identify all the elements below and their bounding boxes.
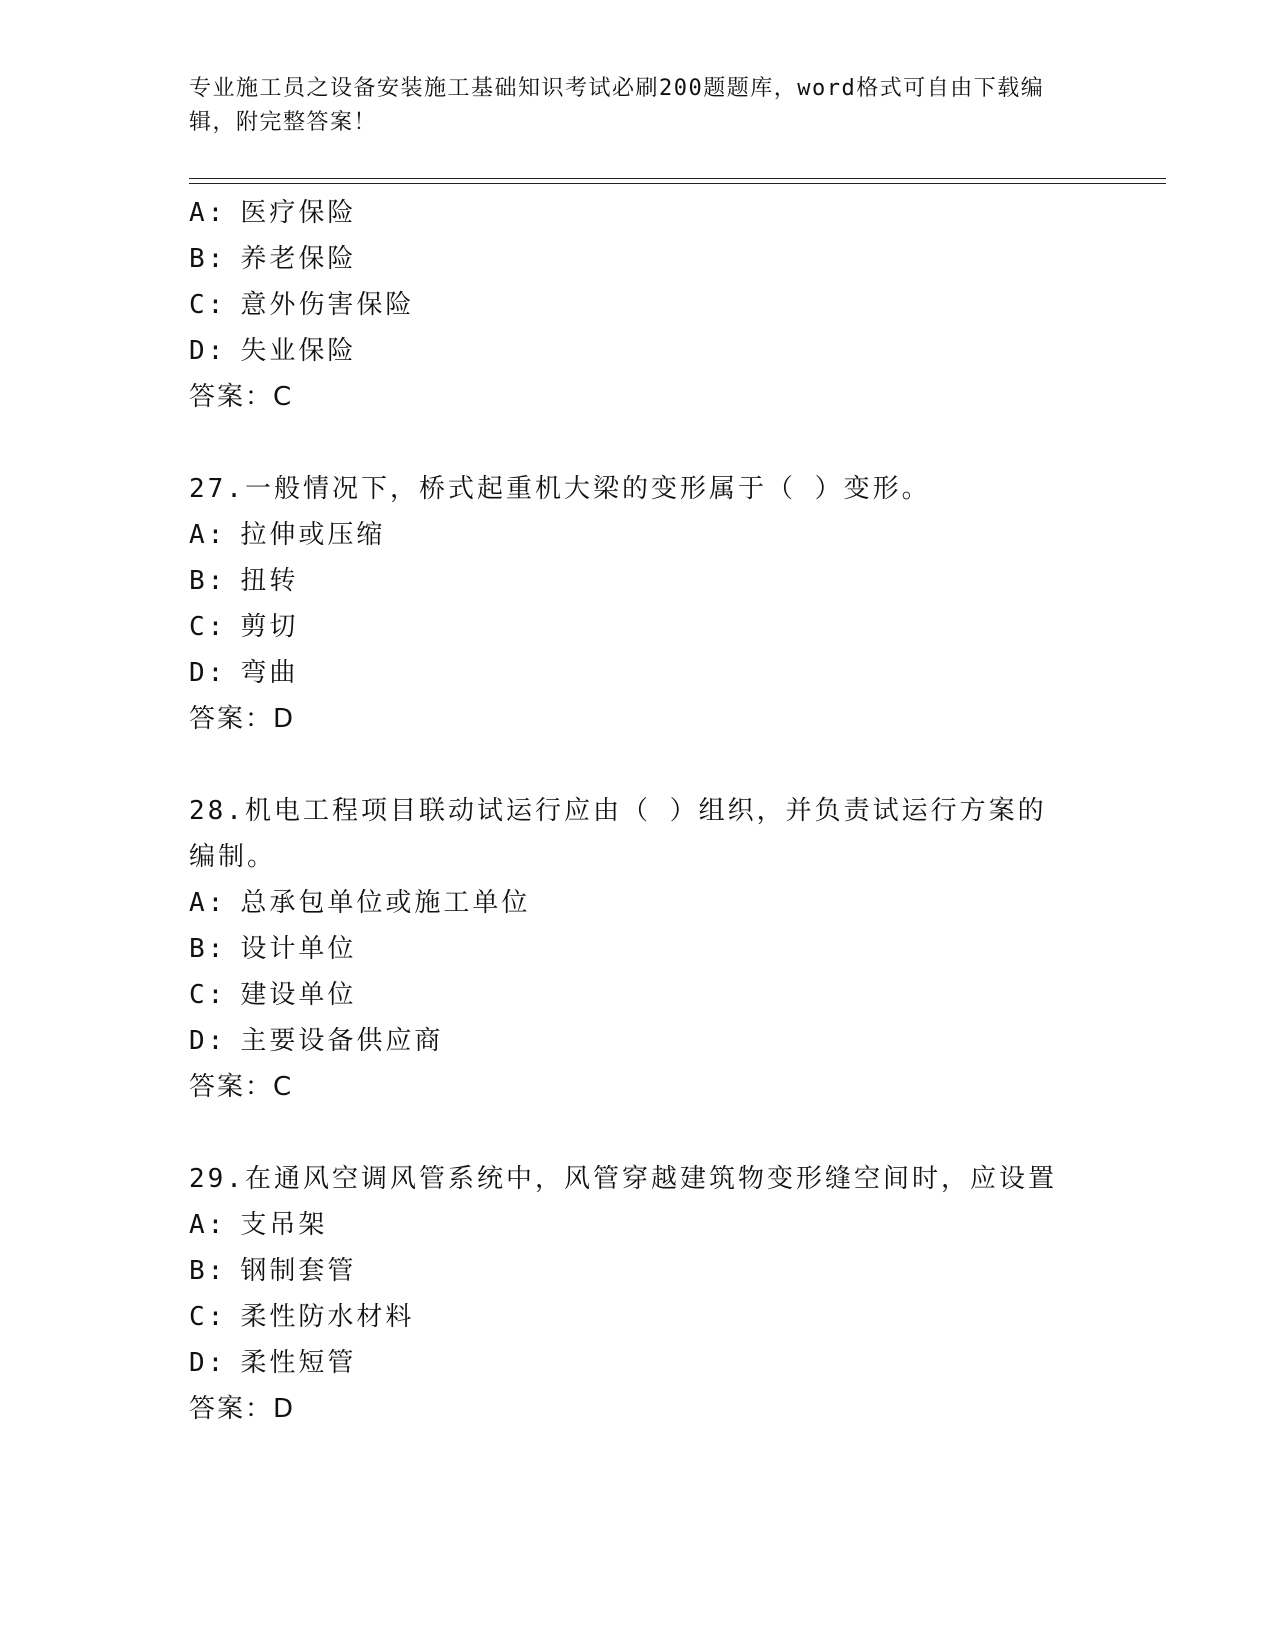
option-letter: D: <box>189 1348 227 1378</box>
answer-line: 答案：C <box>189 1072 294 1102</box>
option-text: 建设单位 <box>240 980 357 1010</box>
document-header-title: 专业施工员之设备安装施工基础知识考试必刷200题题库，word格式可自由下载编辑，附完整答案！ <box>189 76 1045 135</box>
option-letter: D: <box>189 1026 227 1056</box>
option-c <box>189 1294 1109 1340</box>
option-text: 柔性短管 <box>240 1348 357 1378</box>
option-letter: A: <box>189 888 227 918</box>
option-a <box>189 190 1109 236</box>
option-text: 总承包单位或施工单位 <box>240 888 531 918</box>
option-text: 弯曲 <box>240 658 299 688</box>
option-letter: A: <box>189 198 227 228</box>
option-letter: A: <box>189 520 227 550</box>
option-b <box>189 236 1109 282</box>
option-b <box>189 926 1109 972</box>
option-text: 钢制套管 <box>240 1256 357 1286</box>
question-stem: 29.在通风空调风管系统中，风管穿越建筑物变形缝空间时，应设置 <box>189 1164 1057 1194</box>
option-text: 养老保险 <box>240 244 357 274</box>
header-divider-top <box>189 178 1166 179</box>
spacer <box>189 1110 1109 1156</box>
question-stem: 27.一般情况下，桥式起重机大梁的变形属于（ ）变形。 <box>189 474 931 504</box>
option-letter: A: <box>189 1210 227 1240</box>
option-b <box>189 558 1109 604</box>
answer-line: 答案：D <box>189 704 296 734</box>
option-text: 剪切 <box>240 612 299 642</box>
option-text: 设计单位 <box>240 934 357 964</box>
option-letter: C: <box>189 290 227 320</box>
spacer <box>189 742 1109 788</box>
question-block-29 <box>189 1156 1109 1432</box>
option-text: 医疗保险 <box>240 198 357 228</box>
option-letter: C: <box>189 612 227 642</box>
option-text: 失业保险 <box>240 336 357 366</box>
question-block-28 <box>189 788 1109 1110</box>
option-letter: C: <box>189 1302 227 1332</box>
option-d <box>189 328 1109 374</box>
option-text: 主要设备供应商 <box>240 1026 444 1056</box>
option-text: 意外伤害保险 <box>240 290 415 320</box>
option-c <box>189 282 1109 328</box>
option-d <box>189 650 1109 696</box>
option-letter: B: <box>189 934 227 964</box>
option-d <box>189 1340 1109 1386</box>
option-text: 拉伸或压缩 <box>240 520 386 550</box>
question-block-continued <box>189 190 1109 420</box>
option-d <box>189 1018 1109 1064</box>
option-letter: B: <box>189 244 227 274</box>
question-stem: 28.机电工程项目联动试运行应由（ ）组织，并负责试运行方案的编制。 <box>189 796 1047 872</box>
answer-line: 答案：C <box>189 382 294 412</box>
option-b <box>189 1248 1109 1294</box>
option-c <box>189 972 1109 1018</box>
option-letter: D: <box>189 658 227 688</box>
option-a <box>189 512 1109 558</box>
spacer <box>189 420 1109 466</box>
option-text: 柔性防水材料 <box>240 1302 415 1332</box>
option-letter: B: <box>189 566 227 596</box>
question-list <box>189 190 1109 1432</box>
answer-line: 答案：D <box>189 1394 296 1424</box>
option-c <box>189 604 1109 650</box>
option-a <box>189 1202 1109 1248</box>
option-letter: C: <box>189 980 227 1010</box>
option-a <box>189 880 1109 926</box>
header-divider-bottom <box>189 183 1166 184</box>
option-letter: D: <box>189 336 227 366</box>
option-letter: B: <box>189 1256 227 1286</box>
option-text: 支吊架 <box>240 1210 328 1240</box>
question-block-27 <box>189 466 1109 742</box>
option-text: 扭转 <box>240 566 299 596</box>
